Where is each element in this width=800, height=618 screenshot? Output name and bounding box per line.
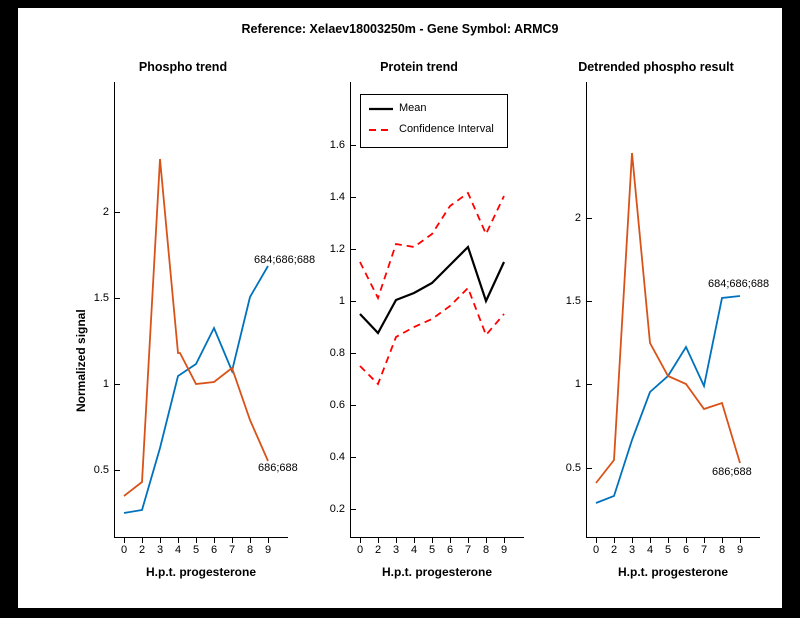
- x-tick-label: 4: [174, 544, 182, 556]
- y-tick-label: 0.4: [329, 451, 345, 463]
- x-tick-label: 7: [228, 544, 236, 556]
- x-tick-label: 5: [192, 544, 200, 556]
- x-axis-label-protein: H.p.t. progesterone: [381, 565, 492, 579]
- plot-area-detrended: [550, 82, 770, 579]
- panel-phospho-trend: [74, 60, 316, 579]
- annotation-blue-phospho: 684;686;688: [254, 254, 316, 266]
- y-tick-label: 1: [338, 295, 345, 307]
- figure-canvas: [18, 8, 782, 608]
- series-lines-protein: [314, 82, 524, 552]
- figure-title: Reference: Xelaev18003250m - Gene Symbol: ARMC9: [241, 22, 559, 36]
- y-tick-label: 0.2: [329, 503, 345, 515]
- y-tick-label: 1.4: [329, 191, 345, 203]
- x-tick-label: 9: [500, 544, 508, 556]
- x-tick-label: 6: [682, 544, 690, 556]
- annotation-blue-detrended: 684;686;688: [708, 278, 770, 290]
- panel-protein-trend: [314, 60, 524, 579]
- y-tick-label: 2: [102, 206, 109, 218]
- legend-label-mean: Mean: [399, 102, 427, 114]
- x-tick-label: 5: [664, 544, 672, 556]
- y-axis-label-phospho: Normalized signal: [74, 309, 88, 412]
- y-tick-label: 1.2: [329, 243, 345, 255]
- y-tick-label: 1.5: [93, 292, 109, 304]
- y-tick-label: 1: [574, 378, 581, 390]
- x-axis-label-phospho: H.p.t. progesterone: [145, 565, 256, 579]
- y-tick-label: 0.8: [329, 347, 345, 359]
- series-line-ci-lower: [360, 288, 504, 384]
- series-lines-phospho: [78, 82, 288, 552]
- x-axis-label-detrended: H.p.t. progesterone: [617, 565, 728, 579]
- series-lines-detrended: [550, 82, 762, 552]
- panel-title-phospho: Phospho trend: [138, 60, 228, 74]
- annotation-orange-detrended: 686;688: [712, 466, 752, 478]
- x-tick-label: 4: [646, 544, 654, 556]
- y-tick-label: 0.5: [565, 462, 581, 474]
- x-tick-label: 2: [138, 544, 146, 556]
- x-tick-label: 2: [610, 544, 618, 556]
- x-tick-label: 8: [718, 544, 726, 556]
- x-tick-label: 5: [428, 544, 436, 556]
- x-tick-label: 8: [482, 544, 490, 556]
- panel-title-detrended: Detrended phospho result: [578, 60, 734, 74]
- y-tick-label: 1.6: [329, 139, 345, 151]
- x-tick-label: 0: [592, 544, 600, 556]
- panel-detrended-phospho: [550, 60, 770, 579]
- x-tick-label: 6: [446, 544, 454, 556]
- y-tick-label: 2: [574, 212, 581, 224]
- plot-area-protein: [314, 82, 524, 579]
- annotation-orange-phospho: 686;688: [258, 462, 298, 474]
- legend-protein: [360, 94, 508, 148]
- x-tick-label: 0: [120, 544, 128, 556]
- x-tick-label: 7: [464, 544, 472, 556]
- y-tick-label: 0.6: [329, 399, 345, 411]
- legend-swatches: [361, 95, 505, 145]
- y-tick-label: 0.5: [93, 464, 109, 476]
- y-tick-label: 1: [102, 378, 109, 390]
- legend-label-confidence-interval: Confidence Interval: [399, 123, 494, 135]
- x-tick-label: 6: [210, 544, 218, 556]
- x-tick-label: 0: [356, 544, 364, 556]
- x-tick-label: 4: [410, 544, 418, 556]
- x-tick-label: 8: [246, 544, 254, 556]
- y-tick-label: 1.5: [565, 295, 581, 307]
- plot-area-phospho: [74, 82, 316, 579]
- x-tick-label: 9: [736, 544, 744, 556]
- x-tick-label: 3: [392, 544, 400, 556]
- series-line-684-686-688: [124, 266, 268, 513]
- x-tick-label: 7: [700, 544, 708, 556]
- x-tick-label: 3: [156, 544, 164, 556]
- panel-title-protein: Protein trend: [380, 60, 458, 74]
- series-line-686-688: [124, 159, 268, 496]
- x-tick-label: 3: [628, 544, 636, 556]
- x-tick-label: 9: [264, 544, 272, 556]
- x-tick-label: 2: [374, 544, 382, 556]
